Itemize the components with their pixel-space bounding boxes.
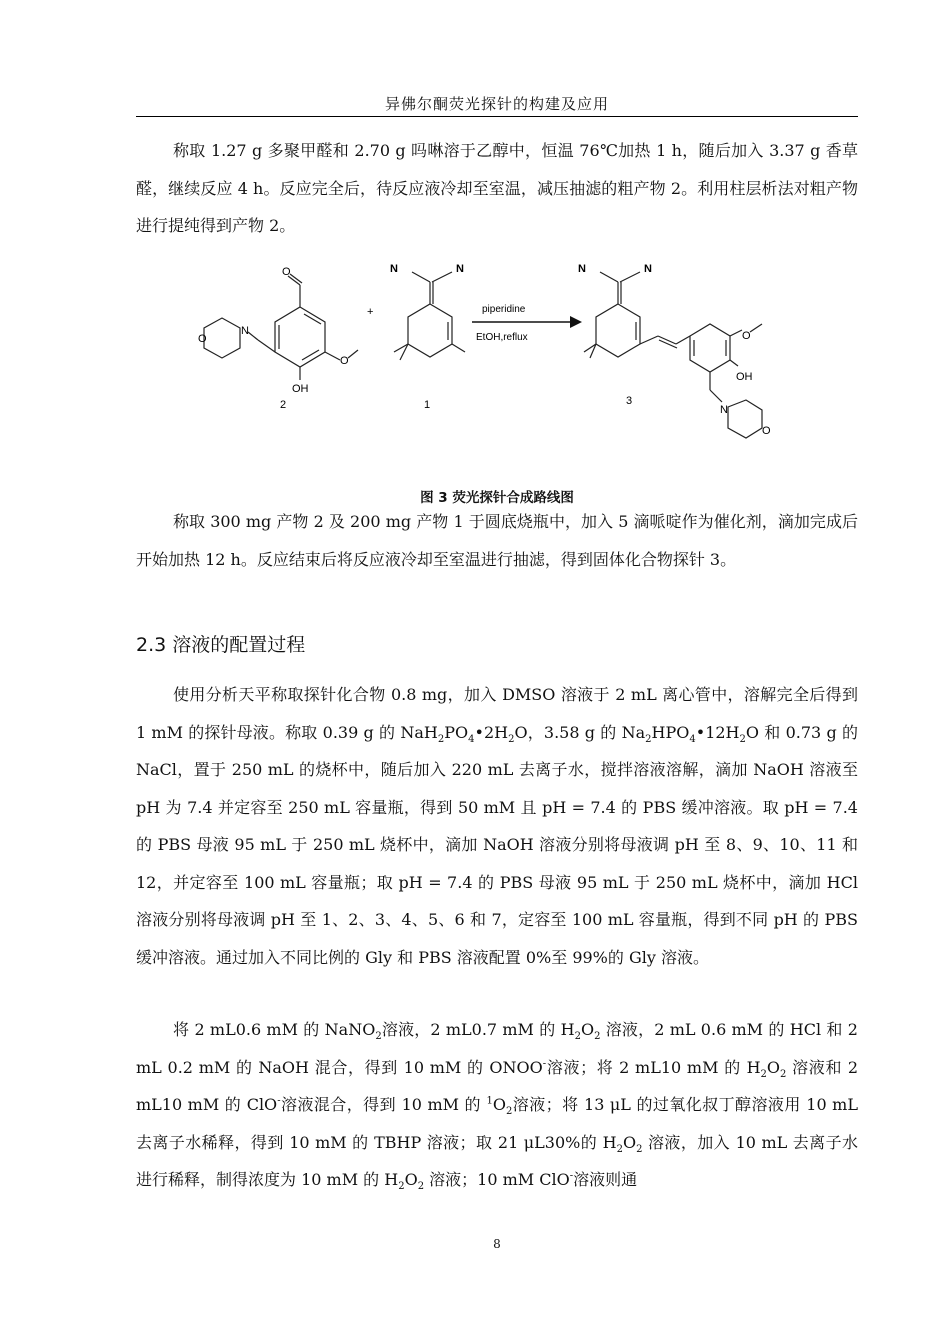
figure-caption: 图 3 荧光探针合成路线图 [420,490,574,506]
atom-label-OH: OH [292,383,309,395]
compound-label-2: 2 [280,399,287,411]
atom-label-N: N [241,325,249,337]
compound-label-3: 3 [626,395,633,407]
compound-3-structure [584,272,762,438]
reagent-piperidine: piperidine [482,304,526,315]
atom-label-O: O [762,425,771,437]
section-heading: 2.3 溶液的配置过程 [136,634,306,656]
compound-2-structure [204,274,358,380]
compound-label-1: 1 [424,399,431,411]
atom-label-O: O [282,266,291,278]
paragraph-synthesis-2 [136,132,858,245]
atom-label-O: O [340,355,349,367]
paragraph-solution-prep [136,676,858,976]
plus-sign: + [367,306,374,318]
synthesis-scheme [190,252,780,452]
page-number: 8 [493,1237,501,1251]
paragraph-text: 称取 1.27 g 多聚甲醛和 2.70 g 吗啉溶于乙醇中，恒温 76℃加热 1 h，随后加入 3.37 g 香草醛，继续反应 4 h。反应完全后，待反应液冷却至室温，减压抽滤的粗产物 2。利用柱层析法对粗产物进行提纯得到产物 2。 [136,141,858,235]
atom-label-O: O [742,330,751,342]
atom-label-N: N [720,404,728,416]
atom-label-OH: OH [736,371,753,383]
atom-label-N: N [578,263,586,275]
atom-label-N: N [456,263,464,275]
atom-label-O: O [198,333,207,345]
header-rule [136,116,858,117]
atom-label-N: N [390,263,398,275]
paragraph-ros-prep [136,1011,858,1199]
compound-1-structure [394,272,465,360]
paragraph-text: 称取 300 mg 产物 2 及 200 mg 产物 1 于圆底烧瓶中，加入 5 滴哌啶作为催化剂，滴加完成后开始加热 12 h。反应结束后将反应液冷却至室温进行抽滤，得到固体化合物探针 3。 [136,512,858,569]
running-header: 异佛尔酮荧光探针的构建及应用 [384,95,609,113]
paragraph-text: 使用分析天平称取探针化合物 0.8 mg，加入 DMSO 溶液于 2 mL 离心管中，溶解完全后得到 1 mM 的探针母液。称取 0.39 g 的 $NaH_2PO_4•2H_2O$，3.58 g 的 $Na_2HPO_4•12H_2O$ 和 0.73 g 的 NaCl，置于 250 mL 的烧杯中，随后加入 220 mL 去离子水，搅拌溶液溶解，滴加 NaOH 溶液至 pH 为 7.4 并定容至 250 mL 容量瓶，得到 50 mM 且 pH = 7.4 的 PBS 缓冲溶液。取 pH = 7.4 的 PBS 母液 95 mL 于 250 mL 烧杯中，滴加 NaOH 溶液分别将母液调 pH 至 8、9、10、11 和 12，并定容至 100 mL 容量瓶；取 pH = 7.4 的 PBS 母液 95 mL 于 250 mL 烧杯中，滴加 HCl 溶液分别将母液调 pH 至 1、2、3、4、5、6 和 7，定容至 100 mL 容量瓶，得到不同 pH 的 PBS 缓冲溶液。通过加入不同比例的 Gly 和 PBS 溶液配置 0%至 99%的 Gly 溶液。 [136,685,858,967]
reagent-solvent: EtOH,reflux [476,332,528,343]
paragraph-synthesis-3 [136,503,858,578]
arrow-head [570,316,582,328]
atom-label-N: N [644,263,652,275]
paragraph-text: 将 2 mL0.6 mM 的 NaNO$_2$溶液，2 mL0.7 mM 的 $H_2O_2$ 溶液，2 mL 0.6 mM 的 HCl 和 2 mL 0.2 mM 的 NaOH 混合，得到 10 mM 的 ONOO-溶液；将 2 mL10 mM 的 $H_2O_2$ 溶液和 2 mL10 mM 的 ClO-溶液混合，得到 10 mM 的 $^1O_2$溶液；将 13 μL 的过氧化叔丁醇溶液用 10 mL 去离子水稀释，得到 10 mM 的 TBHP 溶液；取 21 μL30%的 $H_2O_2$ 溶液，加入 10 mL 去离子水进行稀释，制得浓度为 10 mM 的 $H_2O_2$ 溶液；10 mM ClO-溶液则通 [136,1020,858,1193]
